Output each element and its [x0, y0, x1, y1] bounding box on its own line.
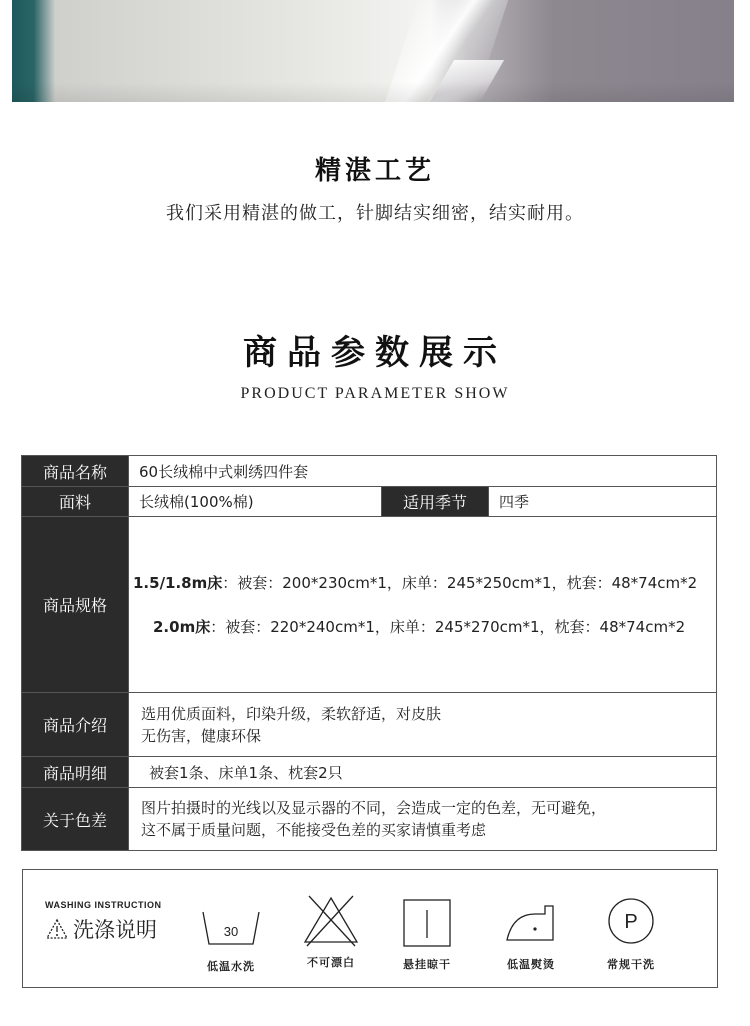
label-season: 适用季节 — [381, 487, 489, 516]
spec-detail-2: ：被套：220*240cm*1，床单：245*270cm*1，枕套：48*74cm*2 — [210, 617, 686, 636]
row-intro — [22, 693, 716, 757]
craft-title: 精湛工艺 — [314, 156, 435, 186]
dry-clean-icon — [604, 896, 658, 946]
low-iron-icon — [501, 902, 561, 946]
row-name — [22, 456, 716, 487]
craft-description: 我们采用精湛的做工，针脚结实细密，结实耐用。 — [166, 203, 584, 224]
wash-30-label: 低温水洗 — [207, 960, 255, 973]
param-title: 商品参数展示 — [243, 333, 507, 373]
value-spec — [129, 517, 716, 692]
row-fabric — [22, 487, 716, 517]
no-bleach-label: 不可漂白 — [307, 956, 355, 969]
washing-title-en: WASHING INSTRUCTION — [45, 900, 162, 910]
washing-section — [22, 869, 718, 988]
wash-temp-text: 30 — [223, 924, 239, 939]
product-photo — [12, 0, 734, 102]
spec-size-2: 2.0m床 — [153, 617, 211, 636]
wash-30-icon — [199, 908, 263, 948]
dry-clean-label: 常规干洗 — [607, 958, 655, 971]
row-color — [22, 788, 716, 850]
spec-line-1 — [133, 572, 716, 594]
low-iron-label: 低温熨烫 — [507, 958, 555, 971]
label-intro: 商品介绍 — [22, 693, 129, 756]
warning-icon — [45, 918, 69, 940]
value-name: 60长绒棉中式刺绣四件套 — [139, 462, 309, 481]
spec-line-2 — [133, 616, 716, 638]
row-spec — [22, 517, 716, 693]
intro-line-2: 无伤害，健康环保 — [141, 726, 262, 745]
label-spec: 商品规格 — [22, 517, 129, 692]
intro-line-1: 选用优质面料，印染升级，柔软舒适，对皮肤 — [141, 704, 442, 723]
value-intro — [129, 693, 716, 756]
hang-dry-item — [387, 898, 467, 972]
color-line-2: 这不属于质量问题，不能接受色差的买家请慎重考虑 — [141, 821, 487, 839]
color-line-1: 图片拍摄时的光线以及显示器的不同，会造成一定的色差，无可避免， — [141, 799, 607, 817]
label-name: 商品名称 — [22, 456, 129, 486]
no-bleach-item — [295, 892, 367, 970]
dry-clean-letter: P — [624, 911, 638, 933]
washing-title-zh: 洗涤说明 — [73, 918, 157, 942]
wash-30-item — [195, 908, 267, 974]
value-detail: 被套1条、床单1条、枕套2只 — [149, 763, 343, 782]
washing-title-zh-wrap — [45, 914, 162, 944]
hang-dry-icon — [402, 898, 452, 948]
label-fabric: 面料 — [22, 487, 129, 516]
value-fabric: 长绒棉(100%棉) — [139, 493, 254, 511]
low-iron-item — [491, 902, 571, 972]
label-detail: 商品明细 — [22, 757, 129, 787]
washing-heading — [45, 900, 162, 944]
spec-detail-1: ：被套：200*230cm*1，床单：245*250cm*1，枕套：48*74cm*2 — [222, 573, 698, 592]
row-detail — [22, 757, 716, 788]
no-bleach-icon — [301, 892, 361, 948]
label-color: 关于色差 — [22, 788, 129, 850]
parameter-table — [21, 455, 717, 851]
hang-dry-label: 悬挂晾干 — [403, 958, 451, 971]
param-subtitle: PRODUCT PARAMETER SHOW — [240, 385, 510, 402]
value-color — [129, 788, 716, 850]
dry-clean-item — [591, 896, 671, 972]
photo-shade — [12, 82, 734, 102]
spec-size-1: 1.5/1.8m床 — [133, 573, 223, 592]
value-season: 四季 — [499, 493, 530, 511]
